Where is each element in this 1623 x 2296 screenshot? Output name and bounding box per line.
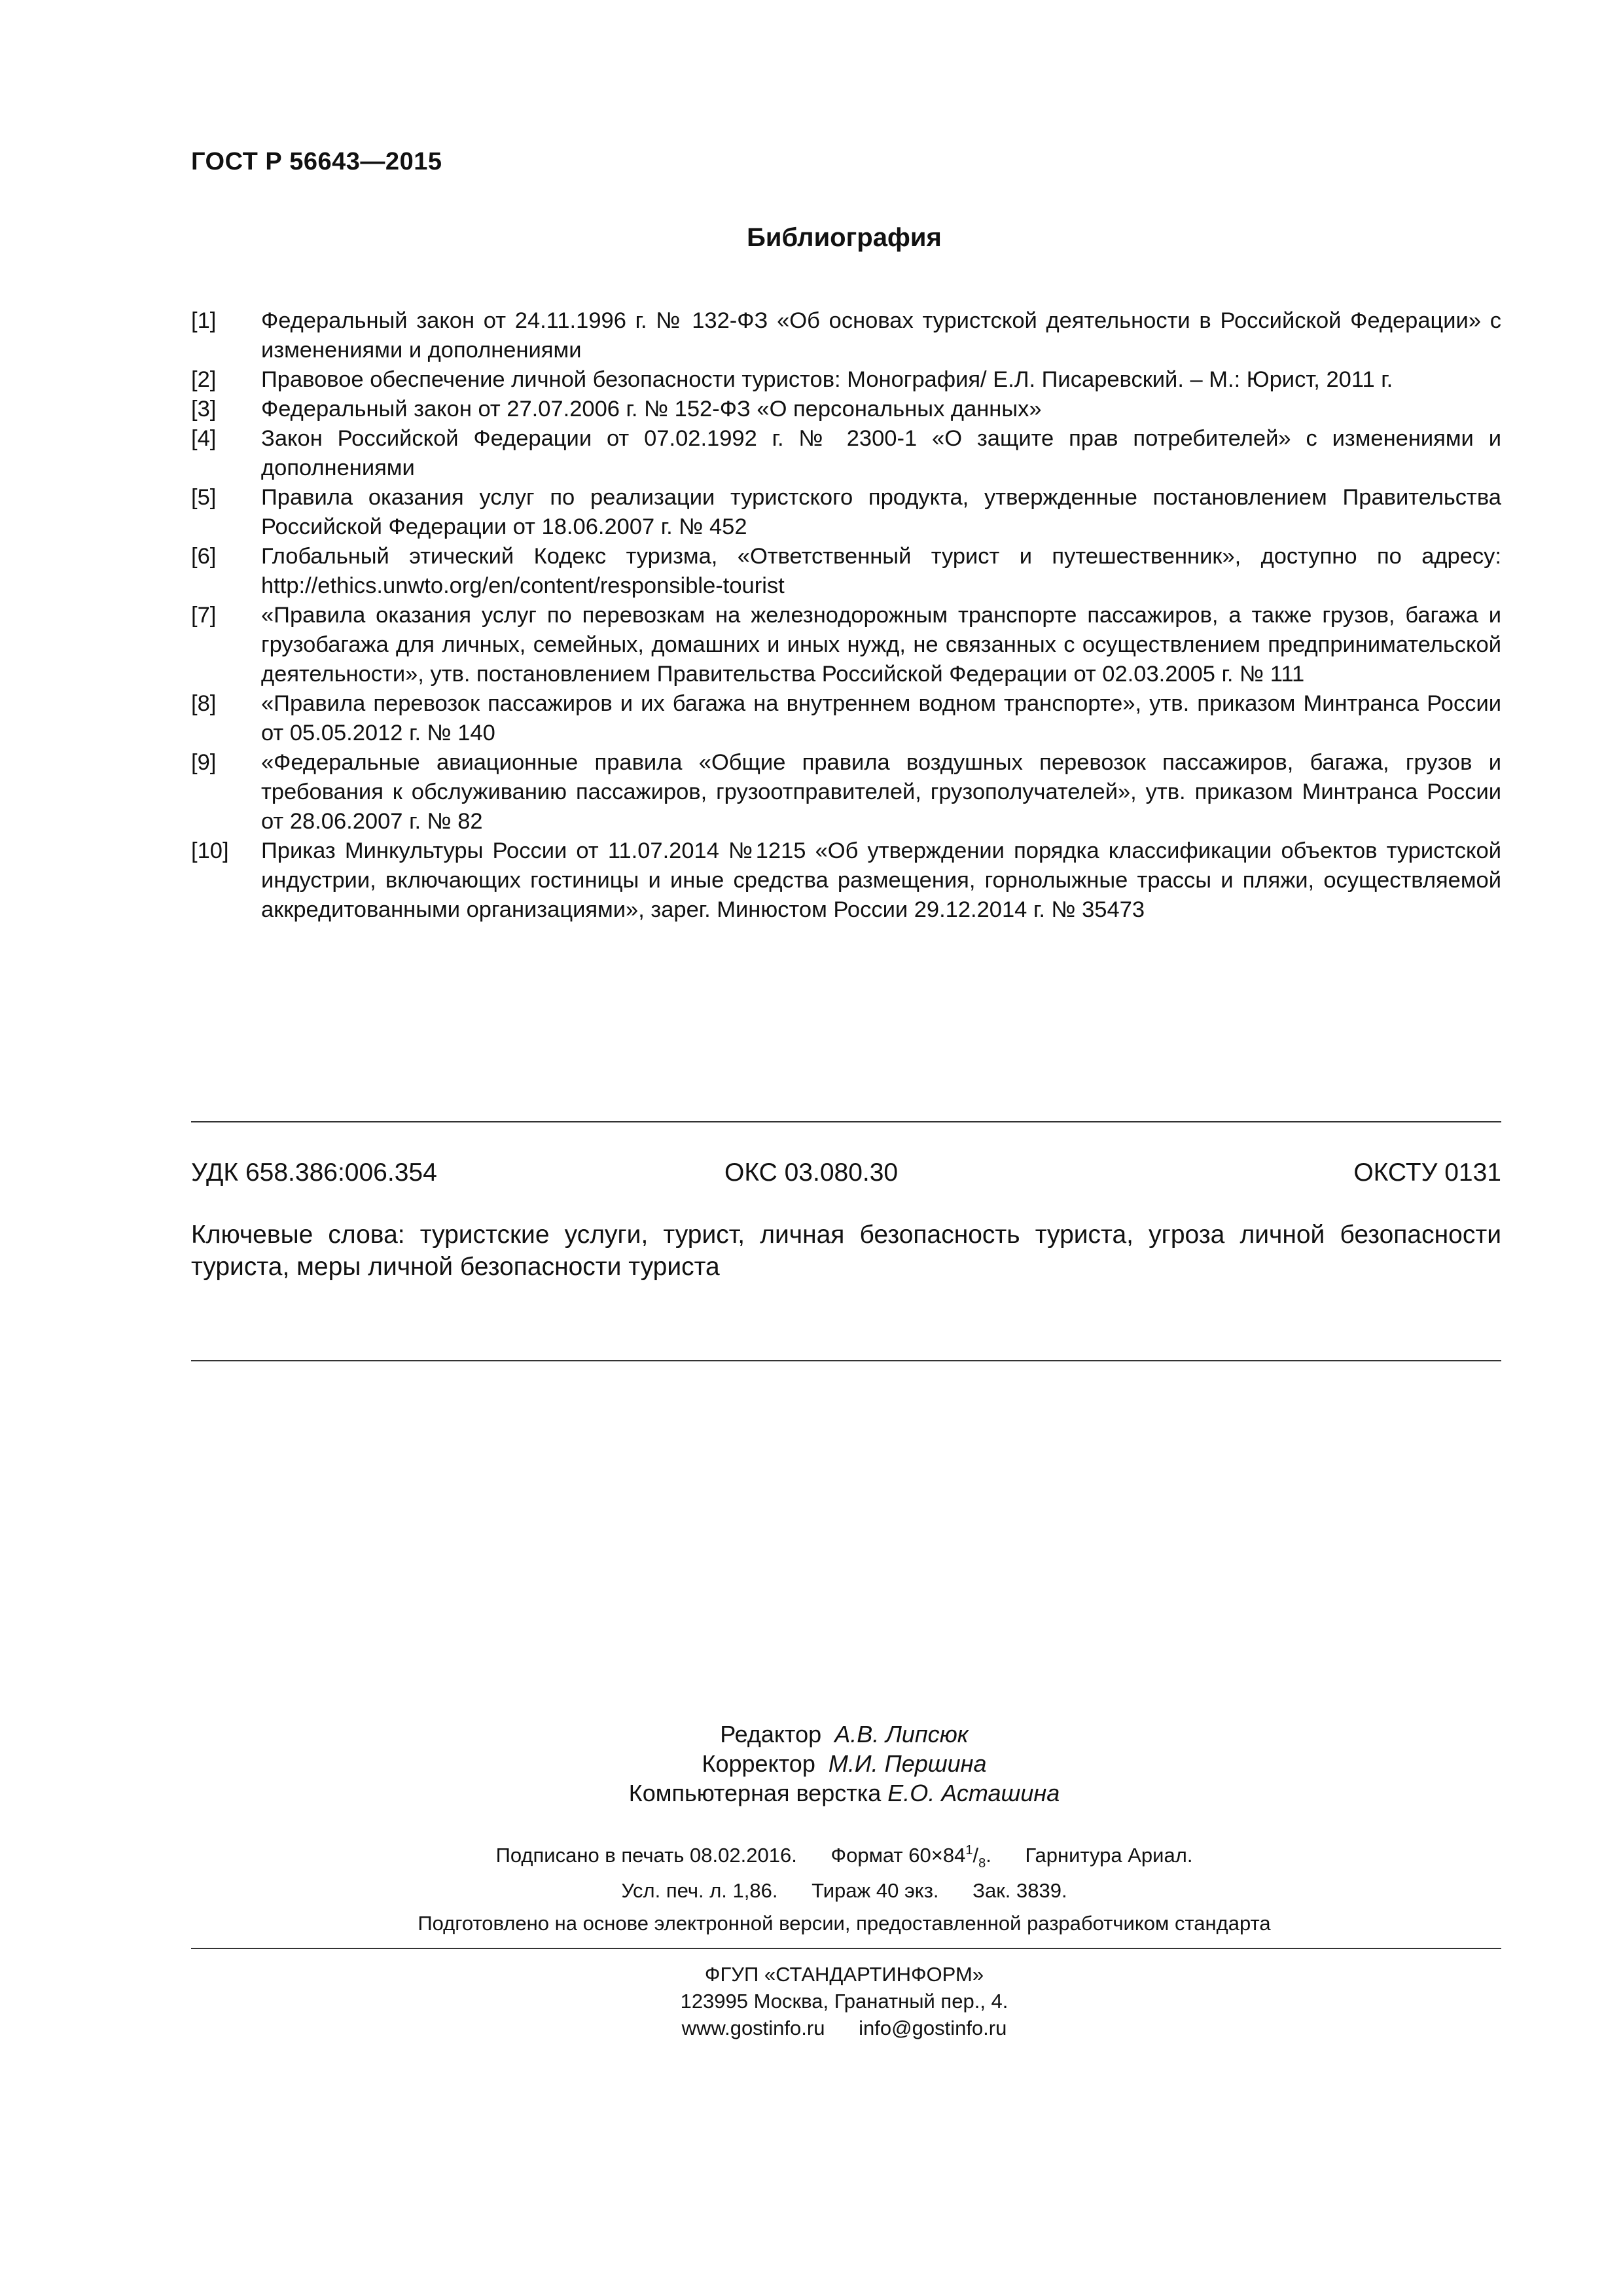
entry-text: Глобальный этический Кодекс туризма, «Ответственный турист и путешественник», доступно по адресу: http://ethics.unwto.org/en/content/responsible-tourist	[261, 544, 1501, 598]
publisher-email: info@gostinfo.ru	[859, 2017, 1007, 2039]
entry-number: [4]	[191, 426, 217, 451]
bibliography-entry	[191, 395, 1501, 424]
entry-number: [9]	[191, 750, 217, 775]
entry-number: [2]	[191, 367, 217, 392]
layout-name: Е.О. Асташина	[887, 1780, 1060, 1806]
okstu-code: ОКСТУ 0131	[1353, 1158, 1501, 1187]
entry-text: Правила оказания услуг по реализации туристского продукта, утвержденные постановлением Правительства Российской Федерации от 18.06.2007 г. № 452	[261, 485, 1501, 539]
entry-text: Федеральный закон от 24.11.1996 г. № 132-ФЗ «Об основах туристской деятельности в Российской Федерации» с изменениями и дополнениями	[261, 308, 1501, 363]
publisher-website: www.gostinfo.ru	[681, 2017, 825, 2039]
corrector-line	[0, 1749, 1623, 1778]
entry-number: [6]	[191, 544, 217, 569]
document-header: ГОСТ Р 56643—2015	[191, 148, 442, 175]
publisher-name: ФГУП «СТАНДАРТИНФОРМ»	[704, 1963, 984, 1986]
staff-credits	[0, 1719, 1623, 1808]
publisher-info	[0, 1961, 1623, 2041]
bibliography-entry	[191, 689, 1501, 748]
entry-text: «Федеральные авиационные правила «Общие правила воздушных перевозок пассажиров, багажа, грузов и требования к обслуживанию пассажиров, грузоотправителей, грузополучателей», утв. приказом Минтранса России от 28.06.2007 г. № 82	[261, 750, 1501, 834]
signed-date: Подписано в печать 08.02.2016.	[495, 1844, 797, 1867]
divider-keywords	[191, 1360, 1501, 1361]
order-info: Зак. 3839.	[972, 1879, 1067, 1902]
prepared-note: Подготовлено на основе электронной версии, предоставленной разработчиком стандарта	[418, 1912, 1271, 1935]
bibliography-entry	[191, 424, 1501, 483]
corrector-name: М.И. Першина	[828, 1750, 987, 1777]
print-line-2	[0, 1877, 1623, 1905]
entry-number: [10]	[191, 838, 229, 863]
oks-code: ОКС 03.080.30	[724, 1158, 899, 1187]
divider-top	[191, 1121, 1501, 1122]
editor-role: Редактор	[720, 1721, 822, 1748]
font-info: Гарнитура Ариал.	[1025, 1844, 1193, 1867]
publisher-address: 123995 Москва, Гранатный пер., 4.	[680, 1990, 1008, 2013]
bibliography-entry	[191, 306, 1501, 365]
entry-text: «Правила оказания услуг по перевозкам на железнодорожным транспорте пассажиров, а также грузов, багажа и грузобагажа для личных, семейных, домашних и иных нужд, не связанных с осуществлением предпринимательской деятельности», утв. постановлением Правительства Российской Федерации от 02.03.2005 г. № 111	[261, 603, 1501, 687]
corrector-role: Корректор	[702, 1750, 815, 1777]
divider-bottom	[191, 1948, 1501, 1949]
entry-number: [3]	[191, 397, 217, 422]
entry-number: [7]	[191, 603, 217, 628]
layout-line	[0, 1778, 1623, 1808]
publisher-contacts	[0, 2015, 1623, 2041]
bibliography-entry	[191, 601, 1501, 689]
editor-line	[0, 1719, 1623, 1749]
bibliography-entry	[191, 836, 1501, 925]
format-denominator: 8	[978, 1856, 986, 1871]
entry-text: Закон Российской Федерации от 07.02.1992 г. № 2300-1 «О защите прав потребителей» с изменениями и дополнениями	[261, 426, 1501, 480]
keywords-text: Ключевые слова: туристские услуги, турист, личная безопасность туриста, угроза личной безопасности туриста, меры личной безопасности туриста	[191, 1221, 1501, 1281]
section-title: Библиография	[747, 223, 942, 252]
entry-text: «Правила перевозок пассажиров и их багажа на внутреннем водном транспорте», утв. приказом Минтранса России от 05.05.2012 г. № 140	[261, 691, 1501, 745]
format-label: Формат 60×84	[830, 1844, 966, 1867]
bibliography-entry	[191, 542, 1501, 601]
entry-number: [8]	[191, 691, 217, 716]
print-details	[0, 1837, 1623, 1905]
format-numerator: 1	[965, 1843, 973, 1857]
classification-codes	[191, 1158, 1501, 1191]
entry-text: Правовое обеспечение личной безопасности туристов: Монография/ Е.Л. Писаревский. – М.: Юрист, 2011 г.	[261, 367, 1393, 392]
udk-code: УДК 658.386:006.354	[191, 1158, 437, 1187]
bibliography-list	[191, 306, 1501, 925]
entry-text: Федеральный закон от 27.07.2006 г. № 152-ФЗ «О персональных данных»	[261, 397, 1042, 422]
run-info: Тираж 40 экз.	[812, 1879, 939, 1902]
layout-role: Компьютерная верстка	[628, 1780, 882, 1806]
entry-number: [1]	[191, 308, 217, 333]
editor-name: А.В. Липсюк	[834, 1721, 969, 1748]
entry-number: [5]	[191, 485, 217, 510]
sheets-info: Усл. печ. л. 1,86.	[621, 1879, 778, 1902]
bibliography-entry	[191, 748, 1501, 836]
entry-text: Приказ Минкультуры России от 11.07.2014 №1215 «Об утверждении порядка классификации объектов туристской индустрии, включающих гостиницы и иные средства размещения, горнолыжные трассы и пляжи, осуществляемой аккредитованными организациями», зарег. Минюстом России 29.12.2014 г. № 35473	[261, 838, 1501, 922]
print-line-1: Подписано в печать 08.02.2016. Формат $60\times 84^1/_8$. Гарнитура Ариал.	[495, 1843, 1193, 1871]
bibliography-entry	[191, 483, 1501, 542]
bibliography-entry	[191, 365, 1501, 395]
